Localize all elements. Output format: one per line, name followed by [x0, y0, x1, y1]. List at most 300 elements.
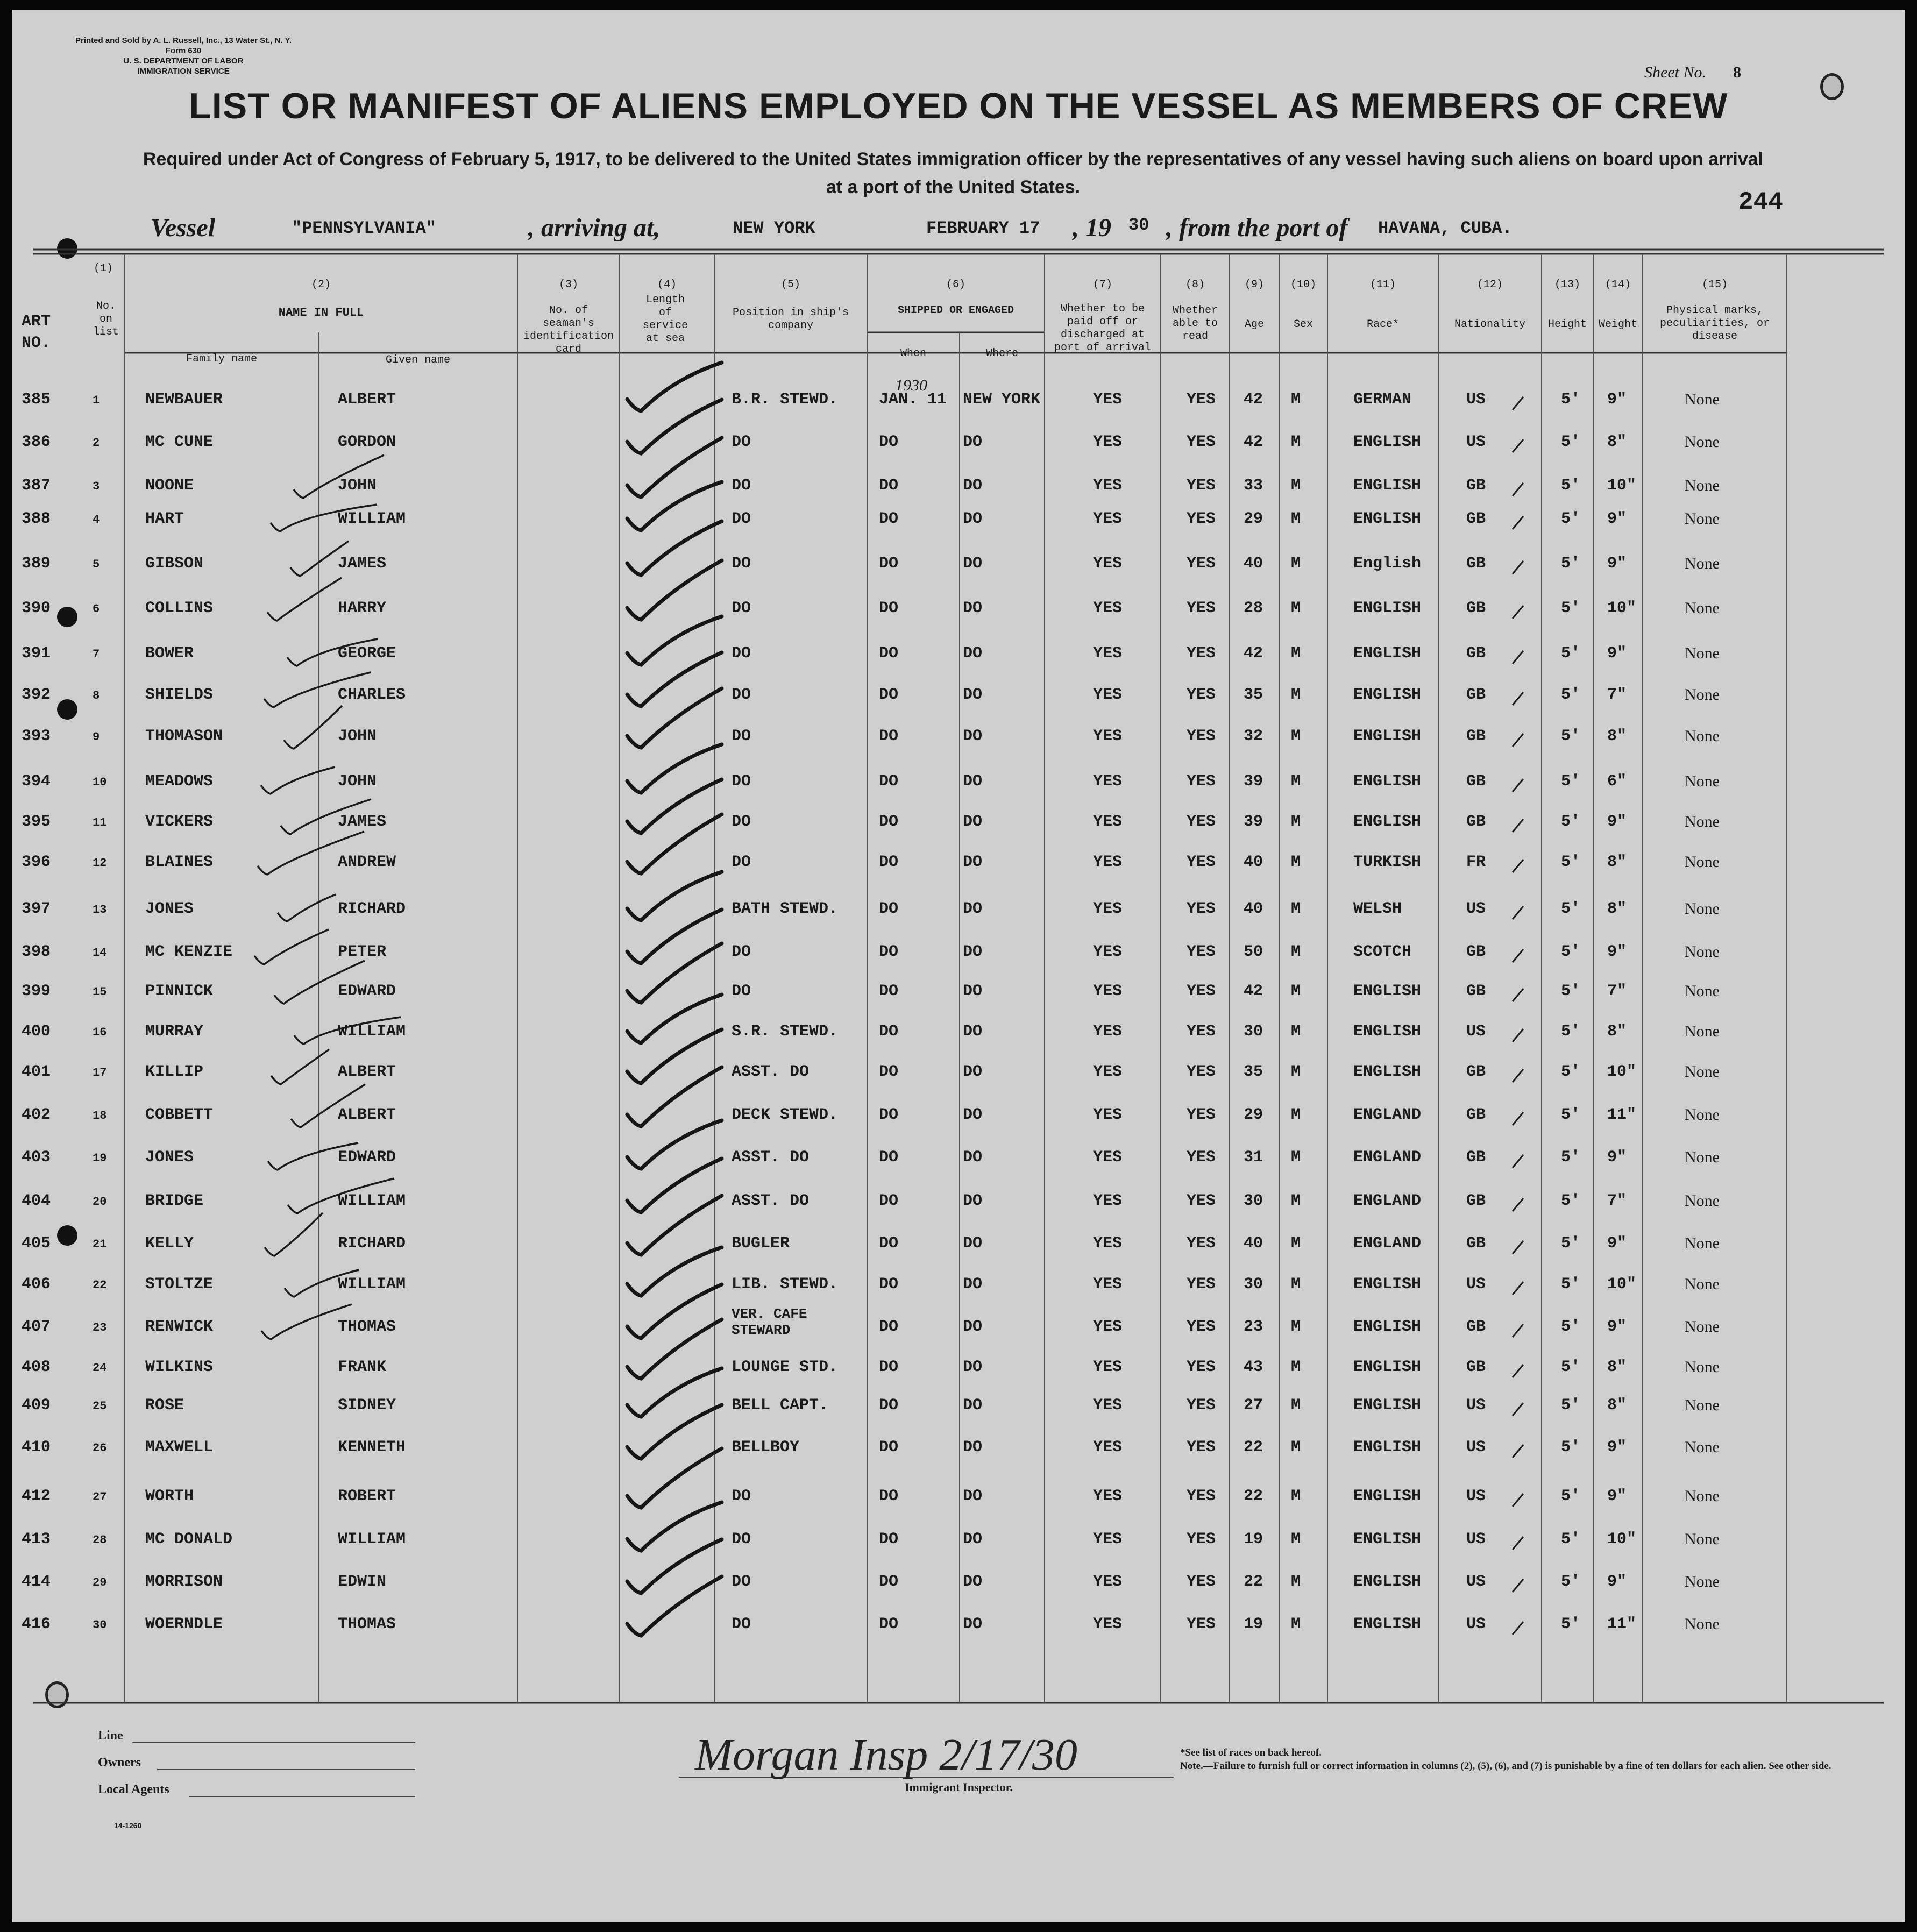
cell-sex: M — [1291, 1148, 1301, 1167]
cell-physical-marks: None — [1685, 1438, 1720, 1456]
cell-where-shipped: DO — [963, 1106, 983, 1124]
cell-position: BATH STEWD. — [732, 900, 839, 918]
cell-art-no: 396 — [22, 853, 51, 871]
cell-when-shipped: DO — [879, 599, 899, 617]
cell-nationality: GB — [1466, 772, 1486, 791]
cell-family-name: MORRISON — [145, 1573, 223, 1591]
cell-position: DO — [732, 510, 751, 528]
header-id-card: No. of seaman's identification card — [523, 304, 614, 356]
cell-nationality: GB — [1466, 1318, 1486, 1336]
cell-when-shipped: DO — [879, 1438, 899, 1457]
cell-family-name: JONES — [145, 1148, 194, 1167]
cell-sex: M — [1291, 1106, 1301, 1124]
cell-family-name: KELLY — [145, 1234, 194, 1253]
cell-nationality: GB — [1466, 1192, 1486, 1210]
cell-height: 5' — [1561, 599, 1581, 617]
cell-position: DO — [732, 813, 751, 831]
cell-given-name: WILLIAM — [338, 510, 406, 528]
cell-weight: 9" — [1607, 1438, 1627, 1457]
cell-height: 5' — [1561, 1318, 1581, 1336]
footer-form-code: 14-1260 — [114, 1821, 142, 1830]
header-position: Position in ship's company — [732, 307, 849, 332]
cell-family-name: KILLIP — [145, 1063, 204, 1081]
cell-weight: 9" — [1607, 644, 1627, 663]
cell-nationality: GB — [1466, 555, 1486, 573]
cell-weight: 11" — [1607, 1106, 1637, 1124]
cell-family-name: COLLINS — [145, 599, 214, 617]
cell-sex: M — [1291, 1318, 1301, 1336]
cell-able-to-read: YES — [1187, 390, 1216, 409]
cell-where-shipped: DO — [963, 1438, 983, 1457]
cell-age: 40 — [1244, 900, 1263, 918]
cell-age: 39 — [1244, 772, 1263, 791]
cell-position: DO — [732, 477, 751, 495]
cell-paid-off: YES — [1093, 1022, 1123, 1041]
cell-when-shipped: DO — [879, 1022, 899, 1041]
cell-when-shipped: DO — [879, 555, 899, 573]
cell-family-name: JONES — [145, 900, 194, 918]
cell-art-no: 395 — [22, 813, 51, 831]
cell-when-shipped: DO — [879, 1573, 899, 1591]
cell-age: 31 — [1244, 1148, 1263, 1167]
header-name-in-full: NAME IN FULL — [278, 306, 364, 319]
from-port: HAVANA, CUBA. — [1378, 218, 1513, 238]
cell-list-no: 13 — [93, 903, 107, 917]
cell-able-to-read: YES — [1187, 1148, 1216, 1167]
cell-where-shipped: NEW YORK — [963, 390, 1041, 409]
cell-position: DO — [732, 1615, 751, 1633]
cell-family-name: ROSE — [145, 1396, 184, 1415]
cell-able-to-read: YES — [1187, 1487, 1216, 1505]
cell-position: LOUNGE STD. — [732, 1358, 839, 1376]
cell-sex: M — [1291, 1396, 1301, 1415]
cell-family-name: BRIDGE — [145, 1192, 204, 1210]
header-sex: Sex — [1293, 318, 1313, 331]
cell-when-shipped: DO — [879, 982, 899, 1000]
cell-position: DO — [732, 943, 751, 961]
cell-family-name: COBBETT — [145, 1106, 214, 1124]
service-line: IMMIGRATION SERVICE — [137, 67, 230, 76]
cell-list-no: 25 — [93, 1400, 107, 1413]
cell-where-shipped: DO — [963, 433, 983, 451]
cell-given-name: WILLIAM — [338, 1192, 406, 1210]
cell-race: GERMAN — [1353, 390, 1412, 409]
cell-given-name: WILLIAM — [338, 1022, 406, 1041]
cell-where-shipped: DO — [963, 982, 983, 1000]
cell-paid-off: YES — [1093, 1615, 1123, 1633]
cell-able-to-read: YES — [1187, 1396, 1216, 1415]
header-art-no: ART NO. — [21, 312, 51, 352]
cell-physical-marks: None — [1685, 1275, 1720, 1293]
cell-family-name: WORTH — [145, 1487, 194, 1505]
cell-given-name: ANDREW — [338, 853, 396, 871]
cell-age: 40 — [1244, 853, 1263, 871]
cell-where-shipped: DO — [963, 1358, 983, 1376]
cell-art-no: 406 — [22, 1275, 51, 1294]
cell-able-to-read: YES — [1187, 1022, 1216, 1041]
cell-position: DO — [732, 727, 751, 745]
cell-art-no: 386 — [22, 433, 51, 451]
cell-where-shipped: DO — [963, 477, 983, 495]
cell-race: ENGLISH — [1353, 1318, 1422, 1336]
cell-able-to-read: YES — [1187, 813, 1216, 831]
cell-sex: M — [1291, 599, 1301, 617]
cell-physical-marks: None — [1685, 686, 1720, 704]
cell-nationality: GB — [1466, 982, 1486, 1000]
form-number: Form 630 — [165, 46, 202, 55]
cell-able-to-read: YES — [1187, 644, 1216, 663]
cell-list-no: 20 — [93, 1195, 107, 1209]
cell-where-shipped: DO — [963, 1148, 983, 1167]
inspector-label: Immigrant Inspector. — [905, 1780, 1013, 1794]
footer-local-agents-label: Local Agents — [98, 1782, 169, 1796]
cell-when-shipped: DO — [879, 900, 899, 918]
cell-age: 22 — [1244, 1573, 1263, 1591]
cell-sex: M — [1291, 727, 1301, 745]
cell-list-no: 15 — [93, 985, 107, 999]
cell-position: BELL CAPT. — [732, 1396, 829, 1415]
cell-nationality: GB — [1466, 1063, 1486, 1081]
cell-where-shipped: DO — [963, 1573, 983, 1591]
cell-where-shipped: DO — [963, 853, 983, 871]
cell-race: ENGLISH — [1353, 1022, 1422, 1041]
header-physical-marks: Physical marks, peculiarities, or disease — [1659, 304, 1770, 343]
cell-race: ENGLISH — [1353, 1063, 1422, 1081]
cell-nationality: GB — [1466, 1234, 1486, 1253]
cell-given-name: EDWARD — [338, 1148, 396, 1167]
cell-race: SCOTCH — [1353, 943, 1412, 961]
cell-able-to-read: YES — [1187, 1192, 1216, 1210]
cell-position: LIB. STEWD. — [732, 1275, 839, 1294]
cell-given-name: JAMES — [338, 555, 387, 573]
cell-age: 35 — [1244, 1063, 1263, 1081]
cell-height: 5' — [1561, 390, 1581, 409]
cell-race: ENGLISH — [1353, 1438, 1422, 1457]
document-subtitle: Required under Act of Congress of February 5, 1917, to be delivered to the United States immigration officer by the representatives of any vessel having such aliens on board upon arrival at a port of the United States. — [143, 149, 1764, 197]
cell-height: 5' — [1561, 1234, 1581, 1253]
year-suffix: 30 — [1128, 215, 1149, 235]
cell-family-name: THOMASON — [145, 727, 223, 745]
cell-nationality: US — [1466, 1487, 1486, 1505]
vessel-label: Vessel — [151, 214, 215, 242]
cell-list-no: 26 — [93, 1441, 107, 1455]
header-no-on-list: No. on list — [93, 300, 119, 338]
cell-where-shipped: DO — [963, 555, 983, 573]
cell-art-no: 413 — [22, 1530, 51, 1549]
cell-nationality: US — [1466, 1396, 1486, 1415]
header-num: (10) — [1290, 279, 1316, 291]
cell-art-no: 388 — [22, 510, 51, 528]
cell-height: 5' — [1561, 727, 1581, 745]
cell-paid-off: YES — [1093, 1396, 1123, 1415]
cell-list-no: 5 — [93, 558, 100, 571]
cell-height: 5' — [1561, 1358, 1581, 1376]
cell-list-no: 27 — [93, 1490, 107, 1504]
header-race: Race* — [1366, 318, 1399, 331]
sheet-label: Sheet No. — [1644, 63, 1706, 81]
cell-nationality: US — [1466, 1022, 1486, 1041]
cell-when-shipped: DO — [879, 772, 899, 791]
cell-physical-marks: None — [1685, 1234, 1720, 1252]
cell-paid-off: YES — [1093, 813, 1123, 831]
cell-position: DO — [732, 1487, 751, 1505]
cell-age: 33 — [1244, 477, 1263, 495]
header-num: (1) — [93, 262, 113, 275]
cell-position: VER. CAFE STEWARD — [732, 1306, 807, 1338]
cell-weight: 9" — [1607, 1573, 1627, 1591]
header-num: (2) — [311, 279, 331, 291]
cell-able-to-read: YES — [1187, 1358, 1216, 1376]
cell-age: 30 — [1244, 1275, 1263, 1294]
cell-position: BELLBOY — [732, 1438, 800, 1457]
cell-where-shipped: DO — [963, 1234, 983, 1253]
cell-age: 42 — [1244, 390, 1263, 409]
cell-given-name: ALBERT — [338, 1106, 396, 1124]
cell-age: 29 — [1244, 510, 1263, 528]
cell-physical-marks: None — [1685, 1573, 1720, 1590]
cell-sex: M — [1291, 900, 1301, 918]
header-num: (7) — [1092, 279, 1112, 291]
cell-weight: 10" — [1607, 599, 1637, 617]
cell-art-no: 394 — [22, 772, 51, 791]
cell-where-shipped: DO — [963, 900, 983, 918]
cell-height: 5' — [1561, 1487, 1581, 1505]
cell-physical-marks: None — [1685, 510, 1720, 528]
cell-able-to-read: YES — [1187, 1106, 1216, 1124]
cell-physical-marks: None — [1685, 853, 1720, 871]
cell-able-to-read: YES — [1187, 1318, 1216, 1336]
footer-note-races: *See list of races on back hereof. — [1180, 1747, 1322, 1758]
cell-where-shipped: DO — [963, 1022, 983, 1041]
handwritten-year: 1930 — [895, 377, 927, 394]
cell-sex: M — [1291, 644, 1301, 663]
cell-physical-marks: None — [1685, 1530, 1720, 1548]
page-stamp-number: 244 — [1738, 188, 1783, 216]
cell-when-shipped: DO — [879, 686, 899, 704]
cell-where-shipped: DO — [963, 1063, 983, 1081]
cell-family-name: WILKINS — [145, 1358, 214, 1376]
cell-where-shipped: DO — [963, 943, 983, 961]
cell-race: ENGLISH — [1353, 1615, 1422, 1633]
cell-race: ENGLAND — [1353, 1234, 1422, 1253]
cell-sex: M — [1291, 1530, 1301, 1549]
cell-position: DO — [732, 1530, 751, 1549]
cell-when-shipped: DO — [879, 1487, 899, 1505]
footer-owners-label: Owners — [98, 1756, 141, 1770]
cell-family-name: GIBSON — [145, 555, 204, 573]
header-weight: Weight — [1598, 318, 1637, 331]
manifest-sheet — [12, 10, 1905, 1922]
cell-when-shipped: JAN. 11 — [879, 390, 947, 409]
header-num: (14) — [1604, 279, 1631, 291]
cell-list-no: 1 — [93, 394, 100, 407]
cell-where-shipped: DO — [963, 772, 983, 791]
cell-height: 5' — [1561, 1192, 1581, 1210]
cell-able-to-read: YES — [1187, 510, 1216, 528]
cell-where-shipped: DO — [963, 686, 983, 704]
cell-sex: M — [1291, 1487, 1301, 1505]
cell-given-name: WILLIAM — [338, 1530, 406, 1549]
cell-paid-off: YES — [1093, 1358, 1123, 1376]
header-num: (8) — [1185, 279, 1205, 291]
cell-paid-off: YES — [1093, 1106, 1123, 1124]
cell-position: DECK STEWD. — [732, 1106, 839, 1124]
cell-list-no: 2 — [93, 436, 100, 450]
cell-family-name: MURRAY — [145, 1022, 204, 1041]
cell-given-name: ROBERT — [338, 1487, 396, 1505]
cell-art-no: 409 — [22, 1396, 51, 1415]
cell-given-name: JOHN — [338, 477, 377, 495]
cell-position: DO — [732, 433, 751, 451]
cell-list-no: 7 — [93, 648, 100, 661]
cell-family-name: HART — [145, 510, 184, 528]
cell-art-no: 414 — [22, 1573, 51, 1591]
cell-physical-marks: None — [1685, 1148, 1720, 1166]
cell-art-no: 393 — [22, 727, 51, 745]
cell-when-shipped: DO — [879, 1063, 899, 1081]
cell-nationality: GB — [1466, 599, 1486, 617]
cell-sex: M — [1291, 433, 1301, 451]
cell-family-name: MC KENZIE — [145, 943, 233, 961]
header-family-name: Family name — [186, 353, 258, 365]
header-num: (11) — [1369, 279, 1396, 291]
cell-race: ENGLISH — [1353, 1573, 1422, 1591]
sheet-value: 8 — [1733, 63, 1741, 81]
cell-physical-marks: None — [1685, 1192, 1720, 1210]
cell-art-no: 407 — [22, 1318, 51, 1336]
cell-able-to-read: YES — [1187, 772, 1216, 791]
cell-race: ENGLISH — [1353, 1530, 1422, 1549]
cell-weight: 8" — [1607, 1022, 1627, 1041]
cell-race: ENGLISH — [1353, 433, 1422, 451]
cell-where-shipped: DO — [963, 1487, 983, 1505]
cell-height: 5' — [1561, 433, 1581, 451]
cell-when-shipped: DO — [879, 1318, 899, 1336]
cell-physical-marks: None — [1685, 943, 1720, 961]
cell-physical-marks: None — [1685, 599, 1720, 617]
cell-weight: 9" — [1607, 1487, 1627, 1505]
cell-sex: M — [1291, 1192, 1301, 1210]
cell-where-shipped: DO — [963, 1318, 983, 1336]
inspector-signature: Morgan Insp 2/17/30 — [695, 1730, 1077, 1780]
cell-physical-marks: None — [1685, 727, 1720, 745]
cell-age: 39 — [1244, 813, 1263, 831]
cell-sex: M — [1291, 1234, 1301, 1253]
arriving-port: NEW YORK — [733, 218, 815, 238]
cell-art-no: 400 — [22, 1022, 51, 1041]
footer-line-label: Line — [98, 1729, 123, 1743]
cell-weight: 8" — [1607, 853, 1627, 871]
cell-list-no: 11 — [93, 816, 107, 829]
cell-race: ENGLISH — [1353, 510, 1422, 528]
cell-age: 29 — [1244, 1106, 1263, 1124]
cell-list-no: 6 — [93, 602, 100, 616]
cell-position: DO — [732, 555, 751, 573]
cell-nationality: US — [1466, 1438, 1486, 1457]
header-num: (12) — [1476, 279, 1503, 291]
cell-list-no: 19 — [93, 1152, 107, 1165]
cell-when-shipped: DO — [879, 1234, 899, 1253]
cell-when-shipped: DO — [879, 853, 899, 871]
cell-where-shipped: DO — [963, 510, 983, 528]
cell-physical-marks: None — [1685, 477, 1720, 494]
cell-where-shipped: DO — [963, 727, 983, 745]
cell-sex: M — [1291, 555, 1301, 573]
cell-list-no: 30 — [93, 1618, 107, 1632]
cell-race: ENGLISH — [1353, 1358, 1422, 1376]
cell-physical-marks: None — [1685, 900, 1720, 918]
cell-race: ENGLAND — [1353, 1148, 1422, 1167]
cell-nationality: GB — [1466, 686, 1486, 704]
cell-paid-off: YES — [1093, 433, 1123, 451]
cell-able-to-read: YES — [1187, 555, 1216, 573]
cell-paid-off: YES — [1093, 1275, 1123, 1294]
cell-list-no: 8 — [93, 689, 100, 702]
arriving-label: , arriving at, — [528, 214, 661, 242]
cell-nationality: GB — [1466, 477, 1486, 495]
cell-race: ENGLISH — [1353, 1487, 1422, 1505]
cell-weight: 7" — [1607, 686, 1627, 704]
cell-when-shipped: DO — [879, 477, 899, 495]
cell-sex: M — [1291, 853, 1301, 871]
cell-sex: M — [1291, 1063, 1301, 1081]
cell-art-no: 392 — [22, 686, 51, 704]
cell-family-name: VICKERS — [145, 813, 214, 831]
cell-age: 23 — [1244, 1318, 1263, 1336]
cell-nationality: GB — [1466, 644, 1486, 663]
cell-height: 5' — [1561, 1063, 1581, 1081]
cell-height: 5' — [1561, 1148, 1581, 1167]
footer-notes — [1180, 1746, 1858, 1773]
cell-paid-off: YES — [1093, 1487, 1123, 1505]
cell-art-no: 389 — [22, 555, 51, 573]
cell-physical-marks: None — [1685, 644, 1720, 662]
cell-where-shipped: DO — [963, 644, 983, 663]
cell-where-shipped: DO — [963, 813, 983, 831]
cell-able-to-read: YES — [1187, 1275, 1216, 1294]
cell-physical-marks: None — [1685, 772, 1720, 790]
cell-family-name: BOWER — [145, 644, 194, 663]
cell-physical-marks: None — [1685, 1487, 1720, 1505]
cell-list-no: 12 — [93, 856, 107, 870]
cell-list-no: 21 — [93, 1238, 107, 1251]
cell-when-shipped: DO — [879, 943, 899, 961]
cell-art-no: 410 — [22, 1438, 51, 1457]
cell-age: 50 — [1244, 943, 1263, 961]
cell-when-shipped: DO — [879, 1275, 899, 1294]
cell-where-shipped: DO — [963, 1530, 983, 1549]
cell-nationality: US — [1466, 433, 1486, 451]
cell-height: 5' — [1561, 900, 1581, 918]
cell-position: S.R. STEWD. — [732, 1022, 839, 1041]
cell-given-name: GEORGE — [338, 644, 396, 663]
cell-race: English — [1353, 555, 1422, 573]
cell-physical-marks: None — [1685, 982, 1720, 1000]
header-num: (6) — [946, 279, 965, 291]
cell-sex: M — [1291, 1275, 1301, 1294]
cell-paid-off: YES — [1093, 510, 1123, 528]
cell-age: 40 — [1244, 555, 1263, 573]
cell-weight: 9" — [1607, 555, 1627, 573]
cell-height: 5' — [1561, 982, 1581, 1000]
cell-age: 42 — [1244, 982, 1263, 1000]
cell-able-to-read: YES — [1187, 599, 1216, 617]
cell-nationality: GB — [1466, 510, 1486, 528]
cell-paid-off: YES — [1093, 943, 1123, 961]
cell-nationality: US — [1466, 1530, 1486, 1549]
document-title: LIST OR MANIFEST OF ALIENS EMPLOYED ON THE VESSEL AS MEMBERS OF CREW — [189, 86, 1728, 126]
cell-family-name: SHIELDS — [145, 686, 214, 704]
